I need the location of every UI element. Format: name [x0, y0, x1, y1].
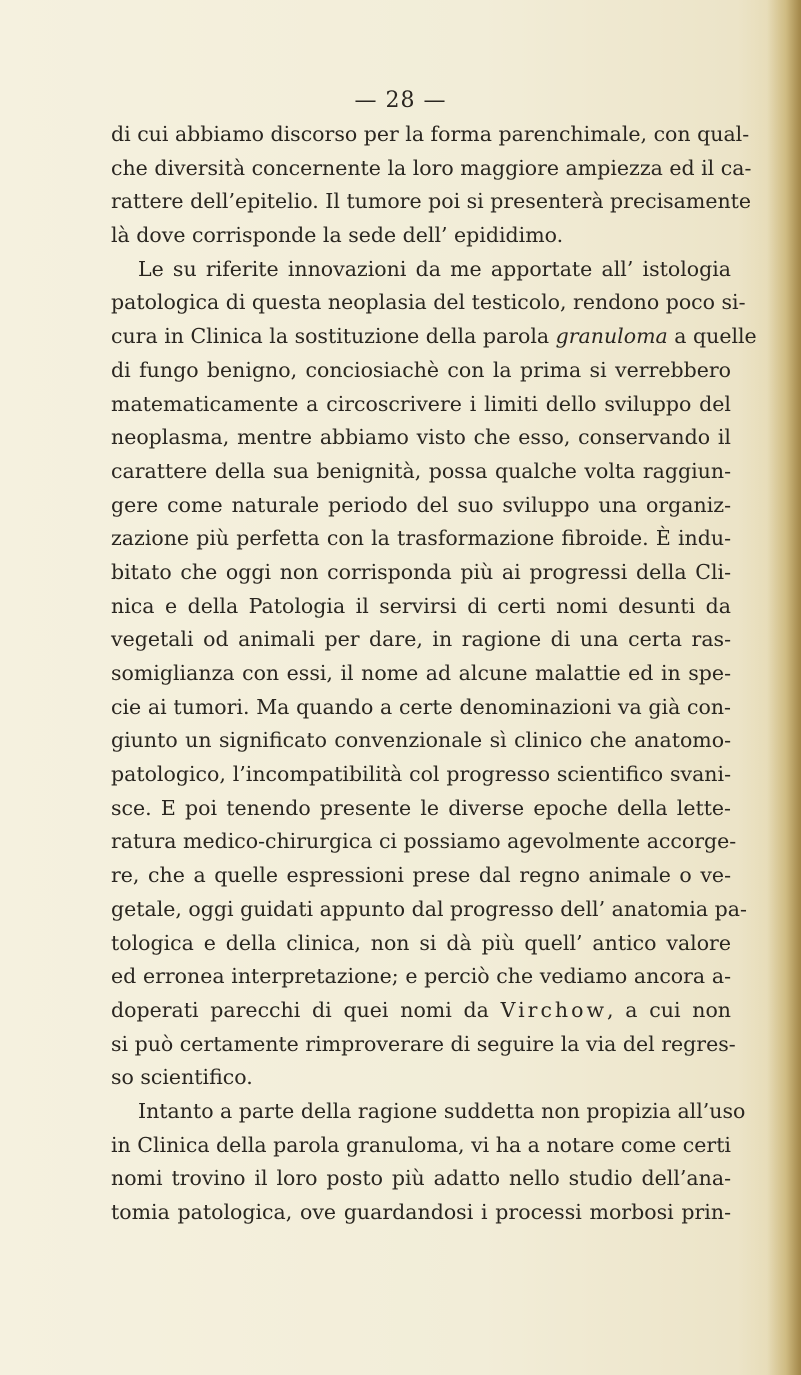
text-line: so scientifico.	[111, 1065, 253, 1090]
text-line: rattere dell’epitelio. Il tumore poi si presenterà precisamente	[111, 189, 752, 214]
text-line: ed erronea interpretazione; e perciò che vediamo ancora a-	[111, 964, 731, 989]
text-line: bitato che oggi non corrisponda più ai progressi della Cli-	[111, 559, 731, 584]
body-text	[111, 118, 757, 1230]
text-line	[111, 994, 731, 1028]
text-line: carattere della sua benignità, possa qualche volta raggiun-	[111, 458, 731, 483]
text-run: cura in Clinica la sostituzione della parola	[111, 324, 556, 349]
text-line: neoplasma, mentre abbiamo visto che esso, conservando il	[111, 425, 731, 450]
text-line: getale, oggi guidati appunto dal progresso dell’ anatomia pa-	[111, 896, 747, 921]
text-line: nica e della Patologia il servirsi di certi nomi desunti da	[111, 593, 731, 618]
text-line: re, che a quelle espressioni prese dal regno animale o ve-	[111, 863, 731, 888]
text-line: tomia patologica, ove guardandosi i processi morbosi prin-	[111, 1200, 731, 1224]
text-line: si può certamente rimproverare di seguire la via del regres-	[111, 1031, 736, 1056]
text-line: sce. E poi tenendo presente le diverse epoche della lette-	[111, 795, 731, 820]
text-line: Le su riferite innovazioni da me apportate all’ istologia	[138, 256, 731, 281]
text-line: vegetali od animali per dare, in ragione di una certa ras-	[111, 627, 731, 652]
text-line: matematicamente a circoscrivere i limiti dello sviluppo del	[111, 391, 731, 416]
text-run: , a cui non	[607, 997, 731, 1022]
text-run: doperati parecchi di quei nomi da	[111, 997, 501, 1022]
text-line: tologica e della clinica, non si dà più quell’ antico valore	[111, 930, 731, 955]
text-line: di cui abbiamo discorso per la forma parenchimale, con qual-	[111, 122, 750, 146]
text-run: a quelle	[667, 324, 757, 349]
text-line: zazione più perfetta con la trasformazione fibroide. È indu-	[111, 526, 731, 551]
text-line: patologica di questa neoplasia del testicolo, rendono poco si-	[111, 290, 746, 315]
text-line: là dove corrisponde la sede dell’ epididimo.	[111, 223, 564, 248]
text-line: Intanto a parte della ragione suddetta non propizia all’uso	[138, 1098, 746, 1123]
text-line: nomi trovino il loro posto più adatto nello studio dell’ana-	[111, 1166, 731, 1191]
text-line	[111, 320, 757, 354]
text-line: cie ai tumori. Ma quando a certe denominazioni va già con-	[111, 694, 731, 719]
text-line: patologico, l’incompatibilità col progresso scientifico svani-	[111, 762, 731, 787]
italic-term: granuloma	[555, 324, 668, 349]
text-line: ratura medico-chirurgica ci possiamo agevolmente accorge-	[111, 829, 737, 854]
spaced-name: Virchow	[500, 997, 608, 1022]
text-line: giunto un significato convenzionale sì clinico che anatomo-	[111, 728, 731, 753]
text-line: che diversità concernente la loro maggiore ampiezza ed il ca-	[111, 155, 752, 180]
text-line: di fungo benigno, conciosiachè con la prima si verrebbero	[111, 357, 731, 382]
text-line: in Clinica della parola granuloma, vi ha a notare come certi	[111, 1132, 731, 1157]
text-line: somiglianza con essi, il nome ad alcune malattie ed in spe-	[111, 661, 731, 685]
text-line: gere come naturale periodo del suo sviluppo una organiz-	[111, 492, 731, 517]
page-number: — 28 —	[354, 88, 447, 113]
page-edge-stain	[767, 0, 801, 1375]
